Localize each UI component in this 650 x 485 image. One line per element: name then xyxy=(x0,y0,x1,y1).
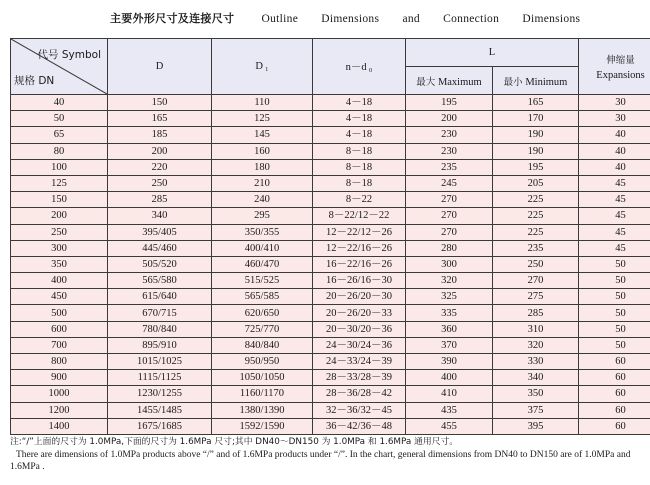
cell-d: 220 xyxy=(108,159,212,175)
cell-l-min: 190 xyxy=(493,143,579,159)
header-max-cn: 最大 xyxy=(416,76,436,88)
cell-dn: 600 xyxy=(11,321,108,337)
cell-d: 395/405 xyxy=(108,224,212,240)
cell-l-min: 395 xyxy=(493,418,579,434)
cell-l-min: 270 xyxy=(493,273,579,289)
header-d: D xyxy=(108,39,212,95)
cell-expansion: 50 xyxy=(579,256,650,272)
cell-dn: 400 xyxy=(11,273,108,289)
cell-d1: 110 xyxy=(212,95,313,111)
cell-n-d0: 8－22 xyxy=(313,192,406,208)
cell-d1: 1050/1050 xyxy=(212,370,313,386)
cell-dn: 250 xyxy=(11,224,108,240)
cell-n-d0: 12－22/12－26 xyxy=(313,224,406,240)
header-expansions-cn: 伸缩量 xyxy=(606,55,635,66)
cell-l-min: 195 xyxy=(493,159,579,175)
cell-l-min: 205 xyxy=(493,175,579,191)
cell-dn: 900 xyxy=(11,370,108,386)
cell-expansion: 60 xyxy=(579,386,650,402)
table-row xyxy=(11,321,650,337)
cell-l-max: 370 xyxy=(406,337,493,353)
header-max-en: Maximum xyxy=(437,76,482,88)
cell-dn: 300 xyxy=(11,240,108,256)
cell-d1: 400/410 xyxy=(212,240,313,256)
cell-expansion: 60 xyxy=(579,402,650,418)
header-expansions xyxy=(579,39,650,95)
cell-dn: 450 xyxy=(11,289,108,305)
cell-l-max: 335 xyxy=(406,305,493,321)
cell-n-d0: 20－30/20－36 xyxy=(313,321,406,337)
cell-d1: 950/950 xyxy=(212,354,313,370)
cell-l-max: 200 xyxy=(406,111,493,127)
cell-l-min: 320 xyxy=(493,337,579,353)
cell-l-max: 300 xyxy=(406,256,493,272)
cell-d: 1675/1685 xyxy=(108,418,212,434)
cell-d: 200 xyxy=(108,143,212,159)
title-word: Dimensions xyxy=(321,13,380,25)
cell-dn: 80 xyxy=(11,143,108,159)
cell-d1: 840/840 xyxy=(212,337,313,353)
cell-l-max: 360 xyxy=(406,321,493,337)
cell-d: 780/840 xyxy=(108,321,212,337)
cell-d: 165 xyxy=(108,111,212,127)
table-row xyxy=(11,305,650,321)
cell-n-d0: 32－36/32－45 xyxy=(313,402,406,418)
cell-d: 150 xyxy=(108,95,212,111)
cell-l-min: 350 xyxy=(493,386,579,402)
cell-d: 1015/1025 xyxy=(108,354,212,370)
cell-d1: 1160/1170 xyxy=(212,386,313,402)
header-l-minimum xyxy=(493,67,579,95)
table-row xyxy=(11,159,650,175)
cell-dn: 700 xyxy=(11,337,108,353)
cell-d: 1455/1485 xyxy=(108,402,212,418)
notes xyxy=(10,436,642,474)
cell-l-max: 435 xyxy=(406,402,493,418)
cell-expansion: 45 xyxy=(579,208,650,224)
cell-d: 340 xyxy=(108,208,212,224)
cell-n-d0: 4－18 xyxy=(313,95,406,111)
cell-dn: 1000 xyxy=(11,386,108,402)
cell-dn: 350 xyxy=(11,256,108,272)
cell-expansion: 50 xyxy=(579,273,650,289)
table-row xyxy=(11,143,650,159)
cell-l-max: 230 xyxy=(406,127,493,143)
table-row xyxy=(11,418,650,434)
cell-n-d0: 4－18 xyxy=(313,111,406,127)
cell-l-max: 270 xyxy=(406,224,493,240)
cell-expansion: 40 xyxy=(579,127,650,143)
header-l: L xyxy=(406,39,579,67)
cell-dn: 125 xyxy=(11,175,108,191)
cell-d1: 515/525 xyxy=(212,273,313,289)
cell-l-max: 270 xyxy=(406,192,493,208)
header-d1: D ₁ xyxy=(212,39,313,95)
cell-n-d0: 16－26/16－30 xyxy=(313,273,406,289)
cell-dn: 100 xyxy=(11,159,108,175)
title-word: Connection xyxy=(443,13,500,25)
cell-expansion: 30 xyxy=(579,111,650,127)
cell-l-max: 320 xyxy=(406,273,493,289)
cell-expansion: 60 xyxy=(579,418,650,434)
cell-expansion: 60 xyxy=(579,370,650,386)
cell-l-min: 375 xyxy=(493,402,579,418)
cell-l-max: 400 xyxy=(406,370,493,386)
header-corner-cell xyxy=(11,39,108,95)
table-row xyxy=(11,192,650,208)
cell-dn: 800 xyxy=(11,354,108,370)
cell-dn: 150 xyxy=(11,192,108,208)
cell-d: 445/460 xyxy=(108,240,212,256)
page-title xyxy=(110,10,600,26)
table-row xyxy=(11,240,650,256)
cell-d: 1115/1125 xyxy=(108,370,212,386)
cell-n-d0: 28－33/28－39 xyxy=(313,370,406,386)
cell-l-min: 285 xyxy=(493,305,579,321)
header-min-en: Minimum xyxy=(525,76,568,88)
header-l-maximum xyxy=(406,67,493,95)
cell-d1: 180 xyxy=(212,159,313,175)
cell-dn: 1200 xyxy=(11,402,108,418)
table-row xyxy=(11,175,650,191)
cell-expansion: 50 xyxy=(579,305,650,321)
cell-n-d0: 28－36/28－42 xyxy=(313,386,406,402)
cell-d: 895/910 xyxy=(108,337,212,353)
cell-expansion: 45 xyxy=(579,175,650,191)
cell-l-min: 310 xyxy=(493,321,579,337)
title-cn: 主要外形尺寸及连接尺寸 xyxy=(110,12,235,25)
cell-l-min: 235 xyxy=(493,240,579,256)
cell-d: 505/520 xyxy=(108,256,212,272)
cell-d: 670/715 xyxy=(108,305,212,321)
note-en: There are dimensions of 1.0MPa products above “/” and of 1.6MPa products under “/”. In the chart, general dimensions from DN40 to DN150 are of 1.0MPa and 1.6MPa . xyxy=(10,449,631,472)
cell-n-d0: 24－33/24－39 xyxy=(313,354,406,370)
header-n-d0: n－d ₀ xyxy=(313,39,406,95)
cell-expansion: 50 xyxy=(579,337,650,353)
cell-d1: 240 xyxy=(212,192,313,208)
cell-d1: 565/585 xyxy=(212,289,313,305)
cell-d1: 1380/1390 xyxy=(212,402,313,418)
cell-l-min: 225 xyxy=(493,192,579,208)
table-row xyxy=(11,273,650,289)
cell-expansion: 45 xyxy=(579,192,650,208)
cell-d1: 350/355 xyxy=(212,224,313,240)
dimensions-table xyxy=(10,38,650,435)
cell-l-max: 410 xyxy=(406,386,493,402)
table-row xyxy=(11,95,650,111)
cell-n-d0: 8－22/12－22 xyxy=(313,208,406,224)
cell-l-min: 165 xyxy=(493,95,579,111)
cell-l-max: 455 xyxy=(406,418,493,434)
cell-n-d0: 16－22/16－26 xyxy=(313,256,406,272)
cell-dn: 40 xyxy=(11,95,108,111)
cell-d1: 460/470 xyxy=(212,256,313,272)
corner-dn-label: 规格 DN xyxy=(14,75,55,87)
title-en xyxy=(262,13,601,25)
table-row xyxy=(11,256,650,272)
cell-l-min: 250 xyxy=(493,256,579,272)
note-cn: 注:“/”上面的尺寸为 1.0MPa,下面的尺寸为 1.6MPa 尺寸;其中 DN40～DN150 为 1.0MPa 和 1.6MPa 通用尺寸。 xyxy=(10,437,459,447)
cell-d1: 295 xyxy=(212,208,313,224)
cell-l-min: 275 xyxy=(493,289,579,305)
cell-n-d0: 8－18 xyxy=(313,175,406,191)
cell-l-max: 235 xyxy=(406,159,493,175)
title-word: and xyxy=(402,13,420,25)
cell-l-max: 280 xyxy=(406,240,493,256)
cell-d1: 620/650 xyxy=(212,305,313,321)
cell-l-min: 190 xyxy=(493,127,579,143)
cell-n-d0: 20－26/20－33 xyxy=(313,305,406,321)
cell-dn: 1400 xyxy=(11,418,108,434)
table-body xyxy=(11,95,650,435)
cell-l-min: 225 xyxy=(493,208,579,224)
cell-l-max: 230 xyxy=(406,143,493,159)
cell-d: 565/580 xyxy=(108,273,212,289)
cell-expansion: 45 xyxy=(579,224,650,240)
cell-d: 250 xyxy=(108,175,212,191)
cell-dn: 500 xyxy=(11,305,108,321)
cell-l-min: 225 xyxy=(493,224,579,240)
corner-symbol-label: 代号 Symbol xyxy=(37,49,101,61)
cell-d1: 125 xyxy=(212,111,313,127)
table-row xyxy=(11,208,650,224)
cell-n-d0: 36－42/36－48 xyxy=(313,418,406,434)
title-word: Dimensions xyxy=(522,13,581,25)
cell-d: 185 xyxy=(108,127,212,143)
cell-d1: 160 xyxy=(212,143,313,159)
header-min-cn: 最小 xyxy=(503,76,523,88)
cell-expansion: 30 xyxy=(579,95,650,111)
cell-l-min: 340 xyxy=(493,370,579,386)
cell-l-min: 330 xyxy=(493,354,579,370)
cell-l-max: 270 xyxy=(406,208,493,224)
table-row xyxy=(11,402,650,418)
cell-n-d0: 4－18 xyxy=(313,127,406,143)
cell-l-max: 195 xyxy=(406,95,493,111)
cell-expansion: 40 xyxy=(579,159,650,175)
cell-expansion: 45 xyxy=(579,240,650,256)
cell-d: 285 xyxy=(108,192,212,208)
header-expansions-en: Expansions xyxy=(596,70,645,81)
cell-expansion: 50 xyxy=(579,321,650,337)
cell-d: 615/640 xyxy=(108,289,212,305)
table-row xyxy=(11,127,650,143)
table-row xyxy=(11,370,650,386)
cell-n-d0: 8－18 xyxy=(313,159,406,175)
cell-d: 1230/1255 xyxy=(108,386,212,402)
cell-d1: 725/770 xyxy=(212,321,313,337)
cell-n-d0: 24－30/24－36 xyxy=(313,337,406,353)
cell-n-d0: 20－26/20－30 xyxy=(313,289,406,305)
cell-dn: 65 xyxy=(11,127,108,143)
table-row xyxy=(11,354,650,370)
table-row xyxy=(11,386,650,402)
table-row xyxy=(11,111,650,127)
table-row xyxy=(11,224,650,240)
title-word: Outline xyxy=(261,13,299,25)
cell-expansion: 60 xyxy=(579,354,650,370)
table-row xyxy=(11,337,650,353)
cell-l-min: 170 xyxy=(493,111,579,127)
cell-d1: 145 xyxy=(212,127,313,143)
cell-d1: 210 xyxy=(212,175,313,191)
cell-n-d0: 8－18 xyxy=(313,143,406,159)
cell-dn: 50 xyxy=(11,111,108,127)
cell-dn: 200 xyxy=(11,208,108,224)
table-row xyxy=(11,289,650,305)
cell-d1: 1592/1590 xyxy=(212,418,313,434)
cell-l-max: 390 xyxy=(406,354,493,370)
cell-expansion: 40 xyxy=(579,143,650,159)
cell-expansion: 50 xyxy=(579,289,650,305)
cell-n-d0: 12－22/16－26 xyxy=(313,240,406,256)
cell-l-max: 325 xyxy=(406,289,493,305)
cell-l-max: 245 xyxy=(406,175,493,191)
